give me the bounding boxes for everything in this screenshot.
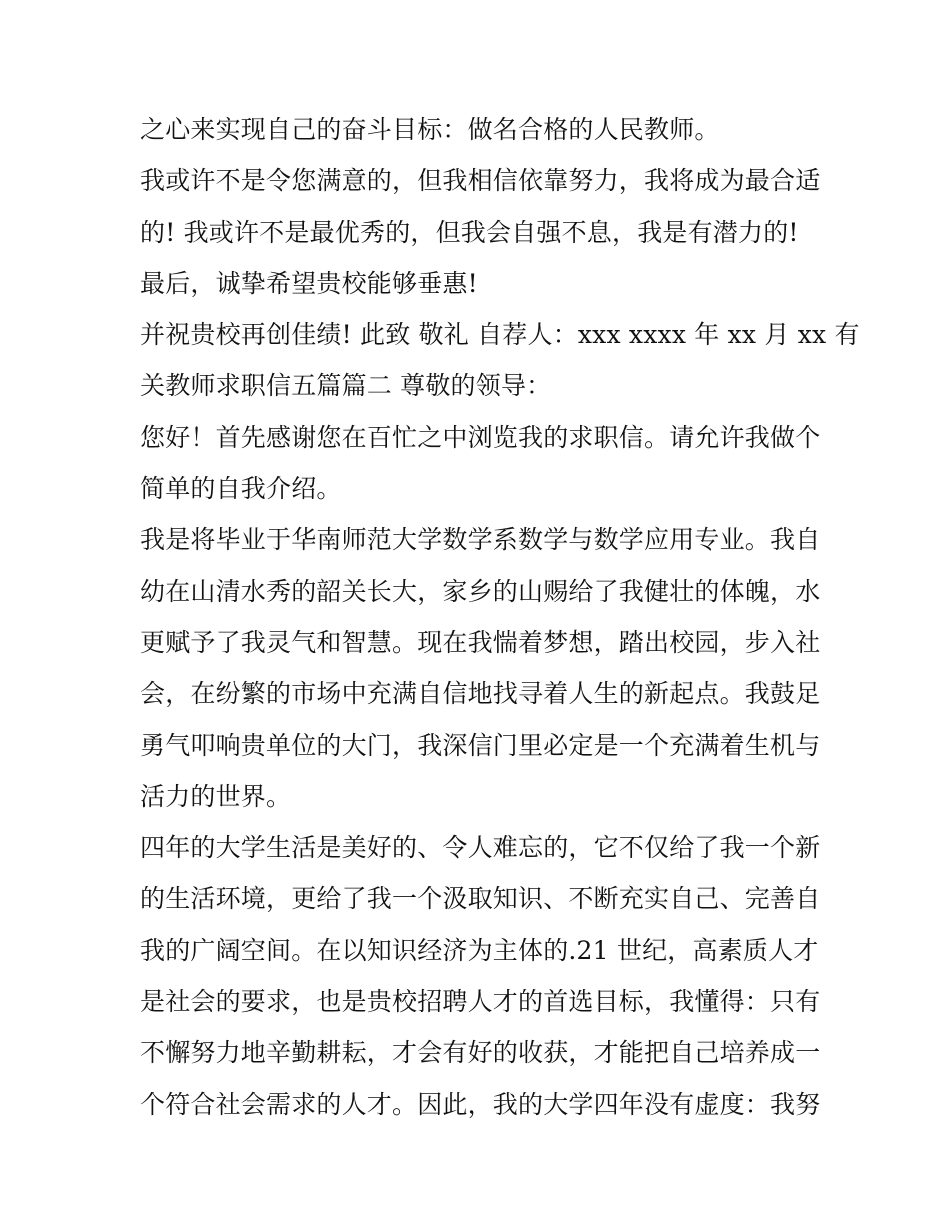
text-line: 我的广阔空间。在以知识经济为主体的.21 世纪，高素质人才 (140, 935, 819, 965)
text-line: 四年的大学生活是美好的、令人难忘的，它不仅给了我一个新 (140, 833, 821, 863)
text-line: 不懈努力地辛勤耕耘，才会有好的收获，才能把自己培养成一 (140, 1038, 821, 1068)
text-line: 会，在纷繁的市场中充满自信地找寻着人生的新起点。我鼓足 (140, 679, 821, 709)
text-line: 更赋予了我灵气和智慧。现在我惴着梦想，踏出校园，步入社 (140, 627, 821, 657)
text-line: 并祝贵校再创佳绩! 此致 敬礼 自荐人：xxx xxxx 年 xx 月 xx 有 (140, 320, 860, 350)
text-line: 活力的世界。 (140, 781, 292, 811)
text-line: 最后，诚挚希望贵校能够垂惠! (140, 268, 478, 298)
text-line: 的! 我或许不是最优秀的，但我会自强不息，我是有潜力的! (140, 217, 799, 247)
text-line: 简单的自我介绍。 (140, 474, 342, 504)
text-line: 我或许不是令您满意的，但我相信依靠努力，我将成为最合适 (140, 166, 821, 196)
text-line: 是社会的要求，也是贵校招聘人才的首选目标，我懂得：只有 (140, 987, 821, 1017)
text-line: 之心来实现自己的奋斗目标：做名合格的人民教师。 (140, 115, 720, 144)
text-line: 的生活环境，更给了我一个汲取知识、不断充实自己、完善自 (140, 884, 821, 914)
text-line: 我是将毕业于华南师范大学数学系数学与数学应用专业。我自 (140, 525, 821, 555)
text-line: 个符合社会需求的人才。因此，我的大学四年没有虚度：我努 (140, 1089, 821, 1119)
text-line: 勇气叩响贵单位的大门，我深信门里必定是一个充满着生机与 (140, 730, 821, 760)
text-line: 幼在山清水秀的韶关长大，家乡的山赐给了我健壮的体魄，水 (140, 576, 821, 606)
letter-body (140, 104, 860, 1130)
text-line: 您好！首先感谢您在百忙之中浏览我的求职信。请允许我做个 (140, 422, 821, 452)
text-line: 关教师求职信五篇篇二 尊敬的领导： (140, 371, 552, 401)
